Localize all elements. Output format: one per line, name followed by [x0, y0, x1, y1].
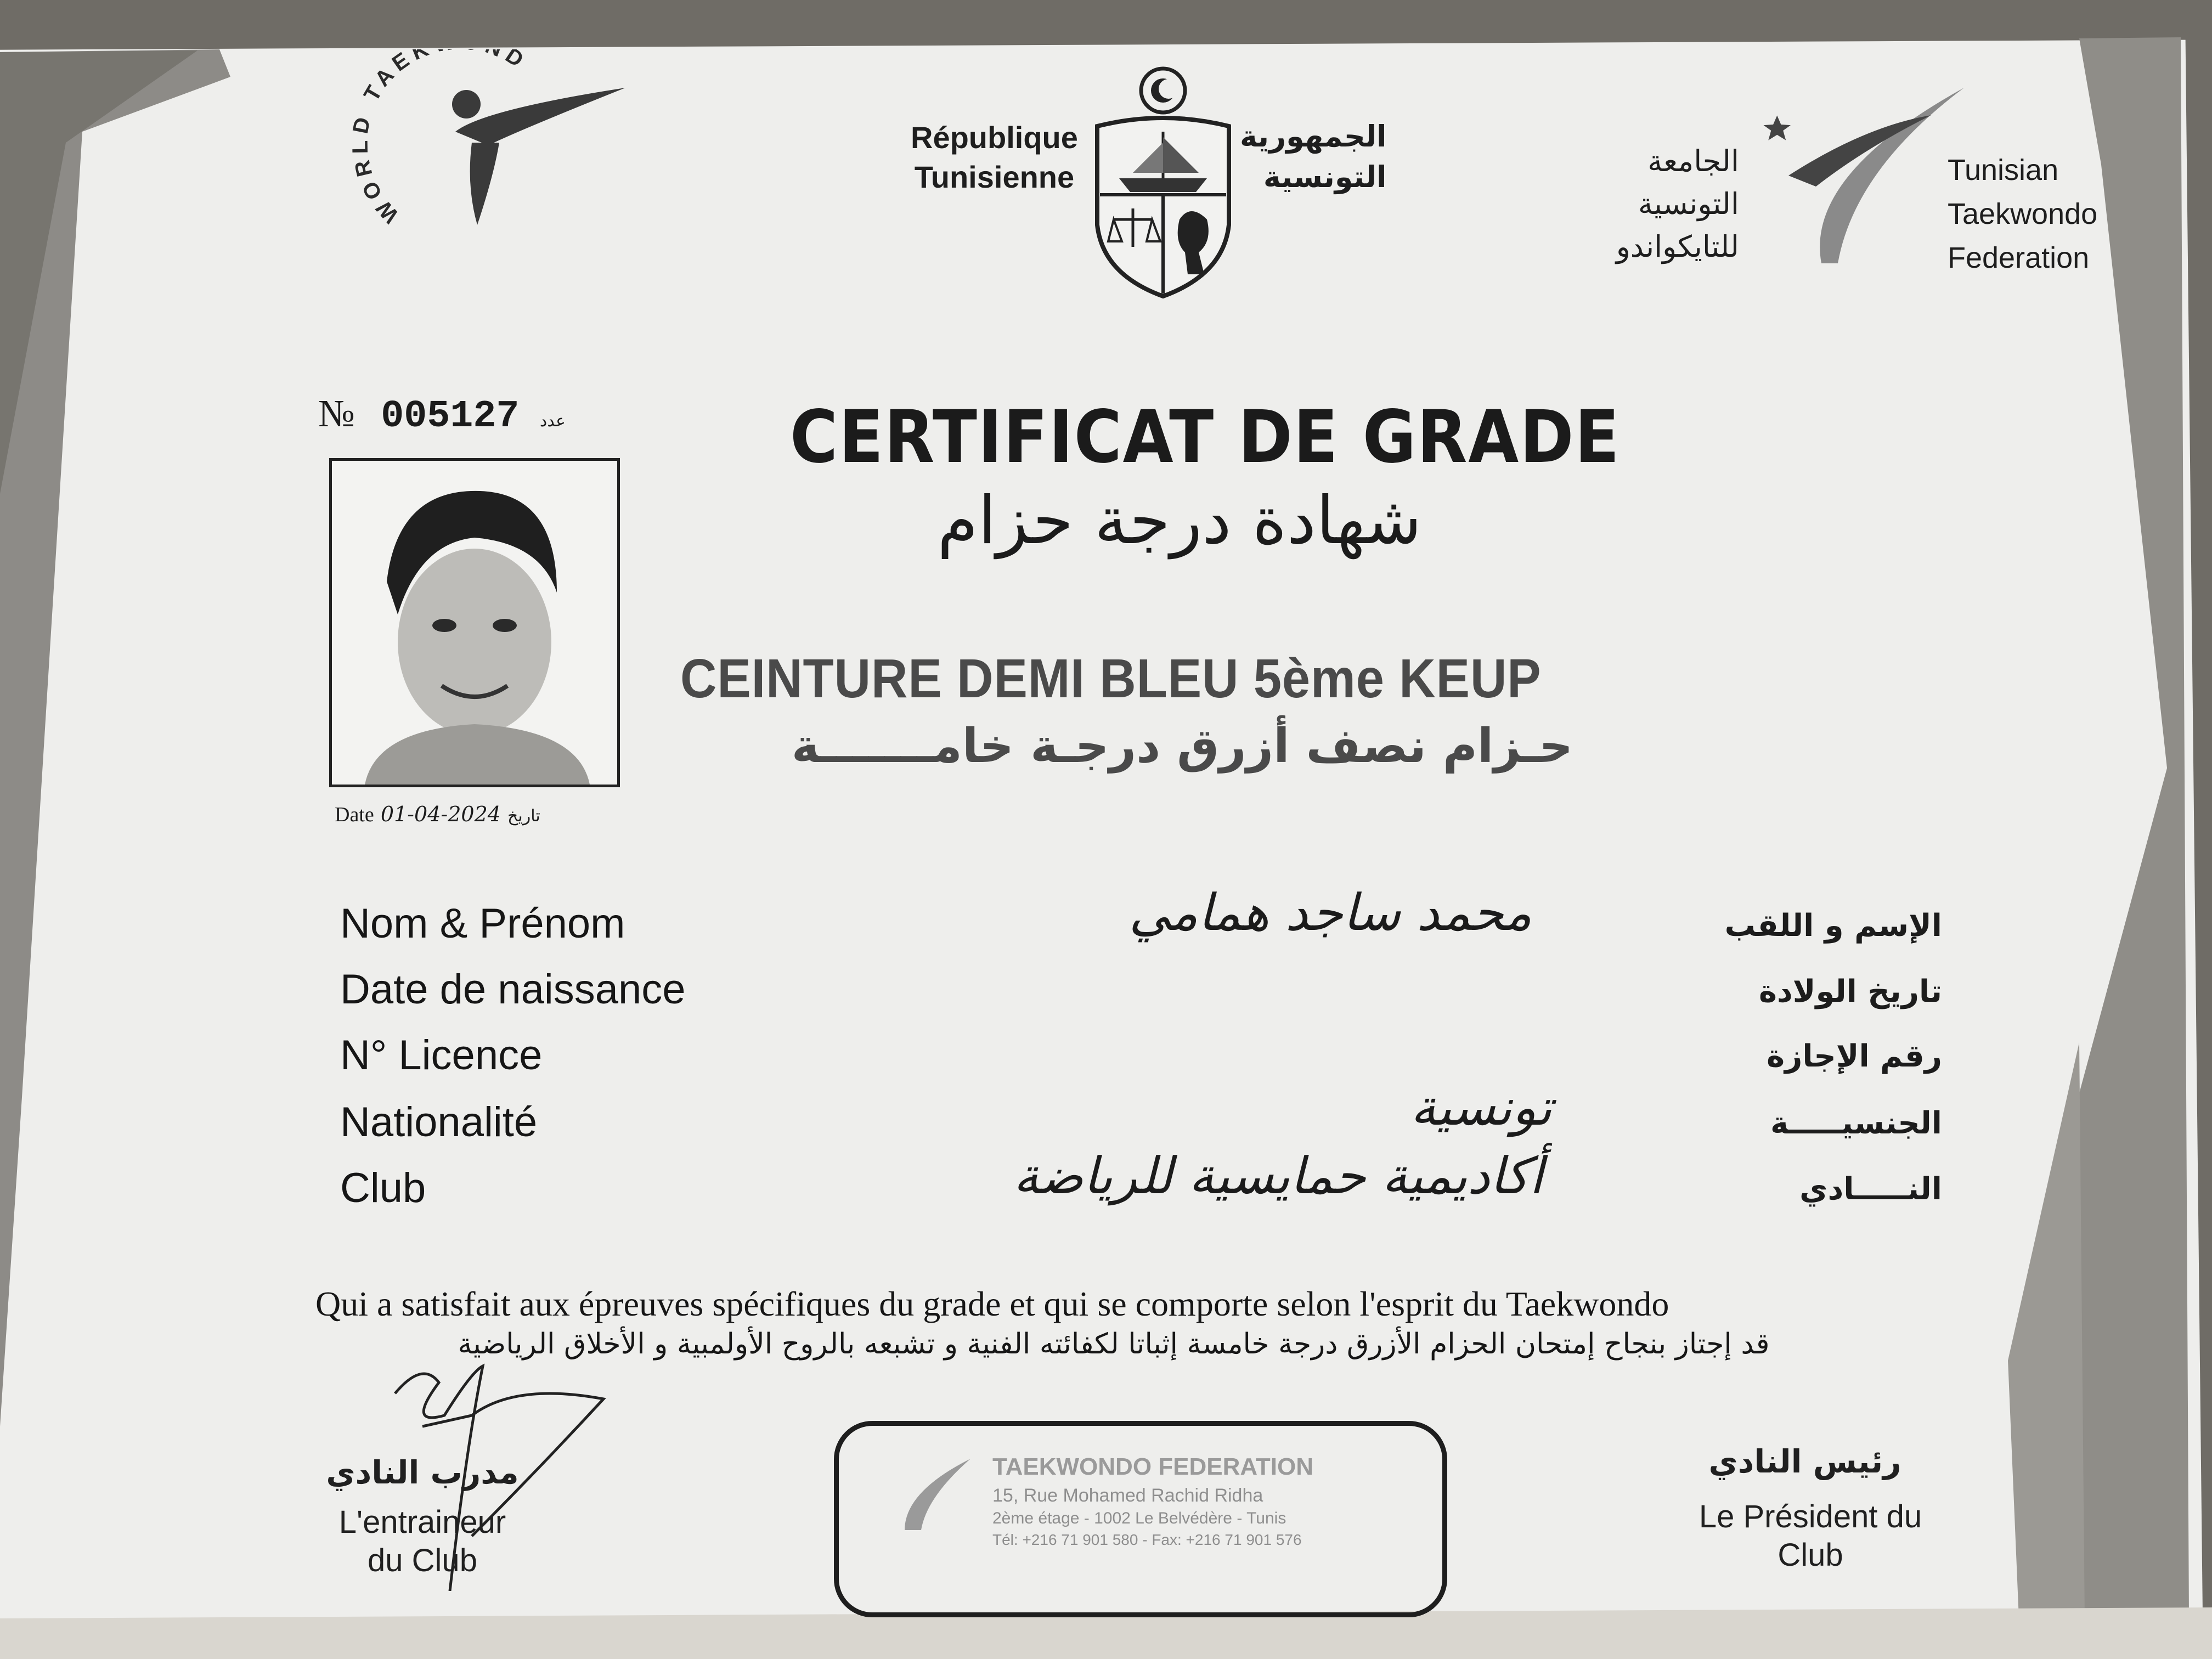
- republic-fr-text: République Tunisienne: [911, 120, 1078, 194]
- photo-date-value: 01-04-2024: [380, 802, 501, 826]
- field-label-ar-licence: رقم الإجازة: [1767, 1039, 1942, 1074]
- stamp-logo-icon: [888, 1453, 970, 1536]
- taekwondo-kicker-icon: [340, 49, 647, 247]
- president-label-ar: رئيس النادي: [1708, 1443, 1901, 1480]
- certificate-title-ar: شهادة درجة حزام: [937, 483, 1422, 559]
- student-photo: [329, 458, 620, 787]
- republic-ar-text: الجمهورية التونسية: [1240, 119, 1387, 194]
- stamp-line-1: TAEKWONDO FEDERATION: [992, 1453, 1313, 1480]
- field-label-fr-birthdate: Date de naissance: [340, 966, 686, 1013]
- student-portrait-icon: [332, 461, 617, 785]
- number-symbol: №: [318, 393, 355, 435]
- field-label-ar-nationality: الجنسيـــــة: [1770, 1105, 1942, 1141]
- federation-en-text: Tunisian Taekwondo Federation: [1948, 154, 2098, 274]
- certificate-number: 005127: [381, 395, 520, 438]
- field-label-fr-name: Nom & Prénom: [340, 900, 625, 947]
- field-value-nationality: تونسية: [1410, 1078, 1552, 1137]
- photo-date-row: [335, 802, 540, 827]
- field-label-ar-club: النـــــادي: [1799, 1171, 1942, 1207]
- field-label-fr-licence: N° Licence: [340, 1032, 543, 1079]
- certificate-title-fr: CERTIFICAT DE GRADE: [790, 395, 1621, 479]
- grade-title-ar: حـزام نصف أزرق درجـة خامـــــــة: [791, 719, 1573, 774]
- statement-fr: Qui a satisfait aux épreuves spécifiques du grade et qui se comporte selon l'esprit du Taekwondo: [315, 1284, 1669, 1323]
- field-value-name: محمد ساجد همامي: [1128, 883, 1532, 942]
- stamp-line-3: 2ème étage - 1002 Le Belvédère - Tunis: [992, 1509, 1286, 1527]
- certificate-number-row: [318, 392, 566, 438]
- president-label-fr: Le Président du Club: [1699, 1499, 1922, 1573]
- svg-text:WORLD TAEKWONDO: [340, 49, 532, 228]
- photo-date-label: Date: [335, 803, 374, 826]
- number-ar-label: عدد: [539, 411, 566, 431]
- field-label-ar-birthdate: تاريخ الولادة: [1758, 974, 1942, 1009]
- stamp-line-2: 15, Rue Mohamed Rachid Ridha: [992, 1485, 1263, 1506]
- field-label-fr-club: Club: [340, 1165, 426, 1211]
- field-label-fr-nationality: Nationalité: [340, 1099, 538, 1146]
- coach-label-ar: مدرب النادي: [326, 1454, 519, 1491]
- world-taekwondo-logo: [340, 49, 647, 247]
- federation-stamp: [834, 1421, 1447, 1617]
- photo-date-ar: تاريخ: [507, 806, 540, 826]
- federation-ar-text: الجامعة التونسية للتايكواندو: [1616, 144, 1739, 264]
- wt-logo-text: WORLD TAEK D: [348, 49, 533, 228]
- statement-ar: قد إجتاز بنجاح إمتحان الحزام الأزرق درجة خامسة إثباتا لكفائته الفنية و تشبعه بالروح الأولمبية و الأخلاق الرياضية: [458, 1328, 1770, 1361]
- stamp-line-4: Tél: +216 71 901 580 - Fax: +216 71 901 576: [992, 1531, 1302, 1548]
- field-value-club: أكاديمية حمايسية للرياضة: [1013, 1147, 1543, 1205]
- field-label-ar-name: الإسم و اللقب: [1724, 908, 1942, 944]
- federation-logo: [1756, 82, 1964, 274]
- coach-label-fr: L'entraineur du Club: [338, 1504, 506, 1578]
- tunisia-coat-of-arms: [1081, 60, 1245, 302]
- grade-title-fr: CEINTURE DEMI BLEU 5ème KEUP: [680, 648, 1542, 709]
